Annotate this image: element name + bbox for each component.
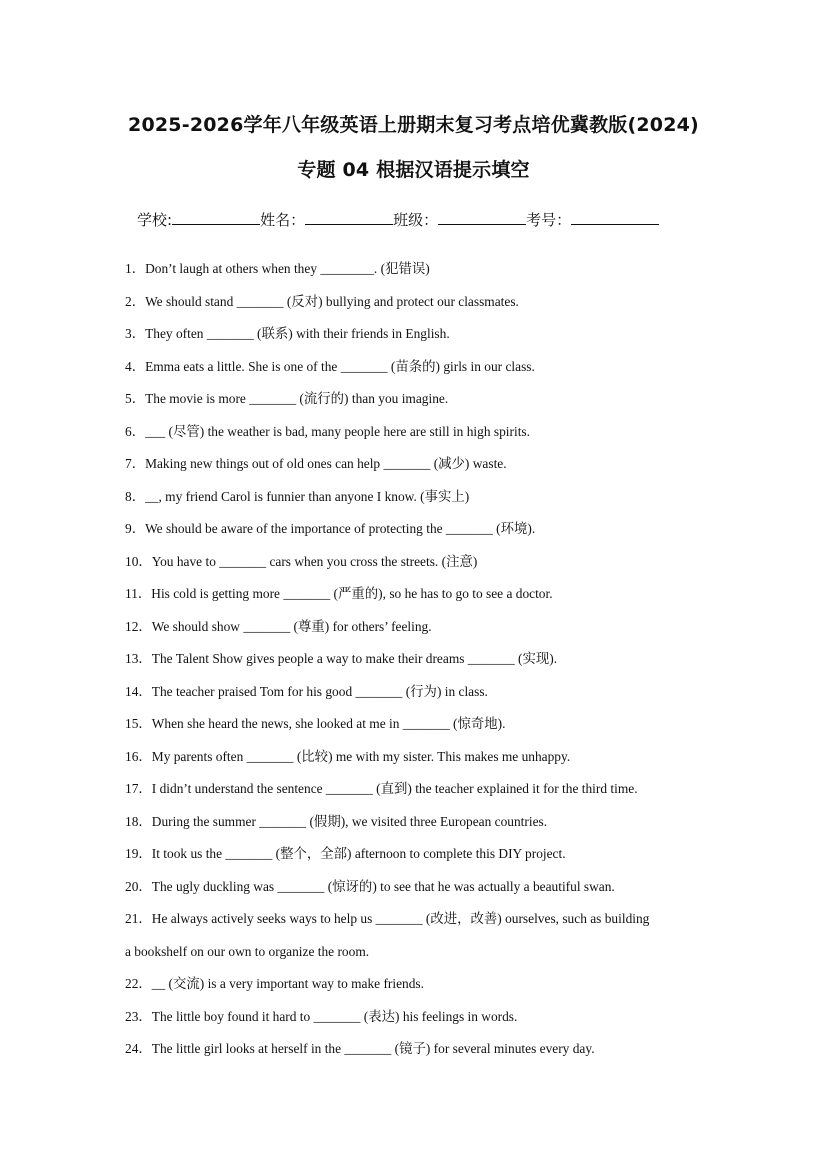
question-19: 19．It took us the _______ (整个，全部) afternoon to complete this DIY project. bbox=[125, 846, 566, 861]
question-7: 7．Making new things out of old ones can help _______ (减少) waste. bbox=[125, 456, 507, 471]
question-20: 20．The ugly duckling was _______ (惊讶的) to see that he was actually a beautiful swan. bbox=[125, 879, 615, 894]
question-15: 15．When she heard the news, she looked at me in _______ (惊奇地). bbox=[125, 716, 506, 731]
question-9: 9．We should be aware of the importance of protecting the _______ (环境). bbox=[125, 521, 536, 536]
exam-number-label: 考号： bbox=[526, 211, 572, 229]
school-label: 学校: bbox=[137, 211, 173, 229]
question-8: 8．__, my friend Carol is funnier than anyone I know. (事实上) bbox=[125, 489, 470, 504]
question-24: 24．The little girl looks at herself in the _______ (镜子) for several minutes every day. bbox=[125, 1041, 595, 1056]
school-blank[interactable] bbox=[172, 210, 260, 225]
question-14: 14．The teacher praised Tom for his good _______ (行为) in class. bbox=[125, 684, 488, 699]
document-title: 2025-2026学年八年级英语上册期末复习考点培优冀教版(2024) bbox=[128, 114, 699, 136]
student-info-line bbox=[137, 209, 659, 230]
document-subtitle: 专题 04 根据汉语提示填空 bbox=[297, 159, 530, 181]
class-label: 班级： bbox=[393, 211, 439, 229]
question-21-continued: a bookshelf on our own to organize the room. bbox=[125, 944, 370, 959]
question-10: 10．You have to _______ cars when you cross the streets. (注意) bbox=[125, 554, 478, 569]
question-16: 16．My parents often _______ (比较) me with my sister. This makes me unhappy. bbox=[125, 749, 571, 764]
name-label: 姓名： bbox=[260, 211, 306, 229]
question-1: 1．Don’t laugh at others when they ________. (犯错误) bbox=[125, 261, 430, 276]
question-12: 12．We should show _______ (尊重) for others’ feeling. bbox=[125, 619, 432, 634]
question-18: 18．During the summer _______ (假期), we visited three European countries. bbox=[125, 814, 548, 829]
question-4: 4．Emma eats a little. She is one of the _______ (苗条的) girls in our class. bbox=[125, 359, 535, 374]
question-17: 17．I didn’t understand the sentence _______ (直到) the teacher explained it for the third time. bbox=[125, 781, 638, 796]
question-13: 13．The Talent Show gives people a way to make their dreams _______ (实现). bbox=[125, 651, 558, 666]
question-3: 3．They often _______ (联系) with their friends in English. bbox=[125, 326, 450, 341]
name-blank[interactable] bbox=[305, 210, 393, 225]
question-5: 5．The movie is more _______ (流行的) than you imagine. bbox=[125, 391, 449, 406]
question-2: 2．We should stand _______ (反对) bullying and protect our classmates. bbox=[125, 294, 519, 309]
class-blank[interactable] bbox=[438, 210, 526, 225]
question-23: 23．The little boy found it hard to _______ (表达) his feelings in words. bbox=[125, 1009, 518, 1024]
question-22: 22．__ (交流) is a very important way to make friends. bbox=[125, 976, 424, 991]
question-6: 6．___ (尽管) the weather is bad, many people here are still in high spirits. bbox=[125, 424, 530, 439]
exam-number-blank[interactable] bbox=[571, 210, 659, 225]
question-11: 11．His cold is getting more _______ (严重的), so he has to go to see a doctor. bbox=[125, 586, 553, 601]
question-21: 21．He always actively seeks ways to help us _______ (改进，改善) ourselves, such as building bbox=[125, 911, 650, 926]
